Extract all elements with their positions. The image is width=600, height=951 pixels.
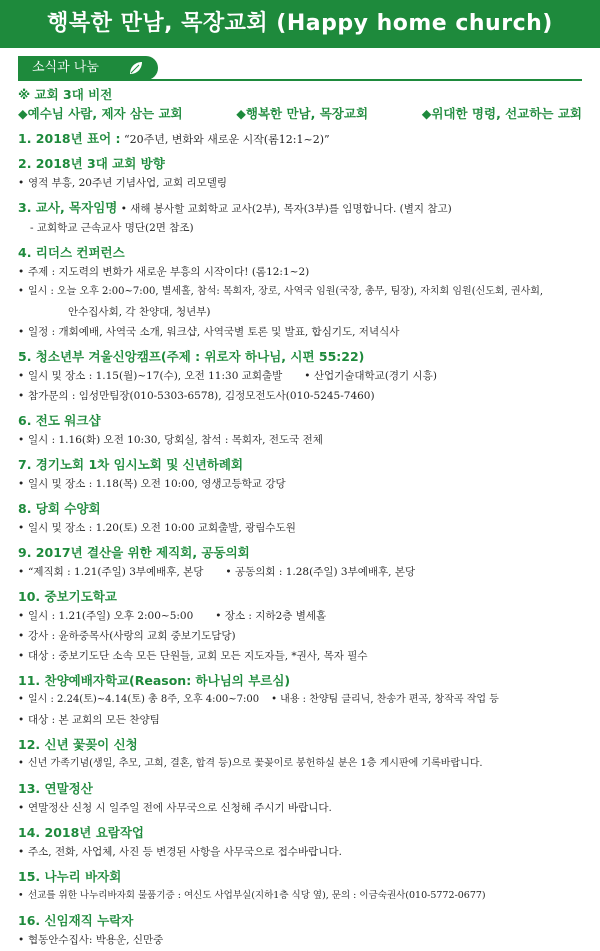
item-line: • 협동안수집사: 박용운, 신만중 (18, 930, 582, 950)
item-line: • 일시 및 장소 : 1.18(목) 오전 10:00, 영생고등학교 강당 (18, 474, 582, 494)
news-content (18, 86, 582, 950)
news-item-15 (18, 868, 582, 906)
item-line: - 교회학교 근속교사 명단(2면 참조) (30, 222, 194, 234)
item-line: • 연말정산 신청 시 일주일 전에 사무국으로 신청해 주시기 바랍니다. (18, 798, 582, 818)
item-line: • 참가문의 : 임성만팀장(010-5303-6578), 김정모전도사(010-5245-7460) (18, 386, 582, 406)
item-line: • 일정 : 개회예배, 사역국 소개, 워크샵, 사역국별 토론 및 발표, 합심기도, 저녁식사 (18, 322, 582, 342)
news-item-13 (18, 780, 582, 818)
item-line: • 주소, 전화, 사업체, 사진 등 변경된 사항을 사무국으로 접수바랍니다. (18, 842, 582, 862)
item-heading: 12. 신년 꽃꽂이 신청 (18, 737, 138, 752)
vision-item: ◆위대한 명령, 선교하는 교회 (421, 106, 582, 121)
news-item-7 (18, 456, 582, 494)
item-heading: 8. 당회 수양회 (18, 501, 101, 516)
item-heading: 10. 중보기도학교 (18, 589, 117, 604)
item-heading: 1. 2018년 표어 : “20주년, 변화와 새로운 시작(롬12:1~2)” (18, 131, 330, 146)
vision-item: ◆행복한 만남, 목장교회 (236, 106, 369, 121)
item-line: • “제직회 : 1.21(주일) 3부예배후, 본당• 공동의회 : 1.28(주일) 3부예배후, 본당 (18, 562, 582, 582)
news-item-12 (18, 736, 582, 774)
vision-title: ※ 교회 3대 비전 (18, 87, 113, 102)
vision-item: ◆예수님 사람, 제자 삼는 교회 (18, 106, 183, 121)
news-item-9 (18, 544, 582, 582)
item-heading: 16. 신임재직 누락자 (18, 913, 134, 928)
item-line: • 대상 : 본 교회의 모든 찬양팀 (18, 710, 582, 730)
news-item-5 (18, 348, 582, 406)
item-heading: 13. 연말정산 (18, 781, 93, 796)
item-heading: 9. 2017년 결산을 위한 제직회, 공동의회 (18, 545, 250, 560)
item-heading: 2. 2018년 3대 교회 방향 (18, 156, 165, 171)
item-heading: 7. 경기노회 1차 임시노회 및 신년하례회 (18, 457, 244, 472)
item-line: • 신년 가족기념(생일, 추모, 고희, 결혼, 합격 등)으로 꽃꽂이로 봉헌하실 분은 1층 게시판에 기록바랍니다. (18, 754, 582, 774)
leaf-icon (128, 60, 144, 76)
item-heading-tail: • 새해 봉사할 교회학교 교사(2부), 목자(3부)를 임명합니다. (별지 참고) (117, 203, 452, 215)
item-heading: 6. 전도 워크샵 (18, 413, 101, 428)
item-heading-tail: “20주년, 변화와 새로운 시작(롬12:1~2)” (120, 133, 330, 146)
item-heading: 11. 찬양예배자학교(Reason: 하나님의 부르심) (18, 673, 291, 688)
item-heading: 3. 교사, 목자임명 • 새해 봉사할 교회학교 교사(2부), 목자(3부)를 임명합니다. (별지 참고) (18, 200, 452, 215)
item-heading: 14. 2018년 요람작업 (18, 825, 145, 840)
news-item-8 (18, 500, 582, 538)
item-heading: 4. 리더스 컨퍼런스 (18, 245, 125, 260)
item-line: • 영적 부흥, 20주년 기념사업, 교회 리모델링 (18, 173, 582, 193)
section-tab (18, 56, 158, 80)
header-title: 행복한 만남, 목장교회 (Happy home church) (47, 11, 553, 36)
item-heading: 5. 청소년부 겨울신앙캠프(주제 : 위로자 하나님, 시편 55:22) (18, 349, 365, 364)
news-item-3 (18, 199, 582, 238)
section-rule (18, 79, 582, 81)
item-line: • 일시 : 2.24(토)~4.14(토) 총 8주, 오후 4:00~7:00• 내용 : 찬양팀 클리닉, 찬송가 편곡, 창작곡 작업 등 (18, 690, 582, 710)
section-tab-label: 소식과 나눔 (32, 60, 99, 75)
item-line: • 선교를 위한 나누리바자회 물품기증 : 여신도 사업부실(지하1층 식당 옆), 문의 : 이금숙권사(010-5772-0677) (18, 886, 582, 906)
news-item-1 (18, 130, 582, 149)
page-header (0, 0, 600, 48)
item-line: • 일시 및 장소 : 1.15(월)~17(수), 오전 11:30 교회출발• 산업기술대학교(경기 시흥) (18, 366, 582, 386)
item-line: 안수집사회, 각 찬양대, 청년부) (68, 306, 211, 318)
news-item-11 (18, 672, 582, 730)
item-line: • 주제 : 지도력의 변화가 새로운 부흥의 시작이다! (롬12:1~2) (18, 262, 582, 282)
item-line: • 강사 : 윤하중목사(사랑의 교회 중보기도담당) (18, 626, 582, 646)
item-line: • 대상 : 중보기도단 소속 모든 단원들, 교회 모든 지도자들, *권사, 목자 필수 (18, 646, 582, 666)
news-item-2 (18, 155, 582, 193)
item-line: • 일시 : 1.21(주일) 오후 2:00~5:00• 장소 : 지하2층 별세홀 (18, 606, 582, 626)
item-line: • 일시 및 장소 : 1.20(토) 오전 10:00 교회출발, 광림수도원 (18, 518, 582, 538)
item-line: • 일시 : 오늘 오후 2:00~7:00, 별세홀, 참석: 목회자, 장로, 사역국 임원(국장, 총무, 팀장), 자치회 임원(신도회, 권사회, (18, 282, 582, 302)
news-item-16 (18, 912, 582, 950)
news-item-4 (18, 244, 582, 342)
item-line: • 일시 : 1.16(화) 오전 10:30, 당회실, 참석 : 목회자, 전도국 전체 (18, 430, 582, 450)
vision-list (18, 104, 582, 124)
news-item-14 (18, 824, 582, 862)
news-item-6 (18, 412, 582, 450)
item-heading: 15. 나누리 바자회 (18, 869, 122, 884)
news-item-10 (18, 588, 582, 666)
